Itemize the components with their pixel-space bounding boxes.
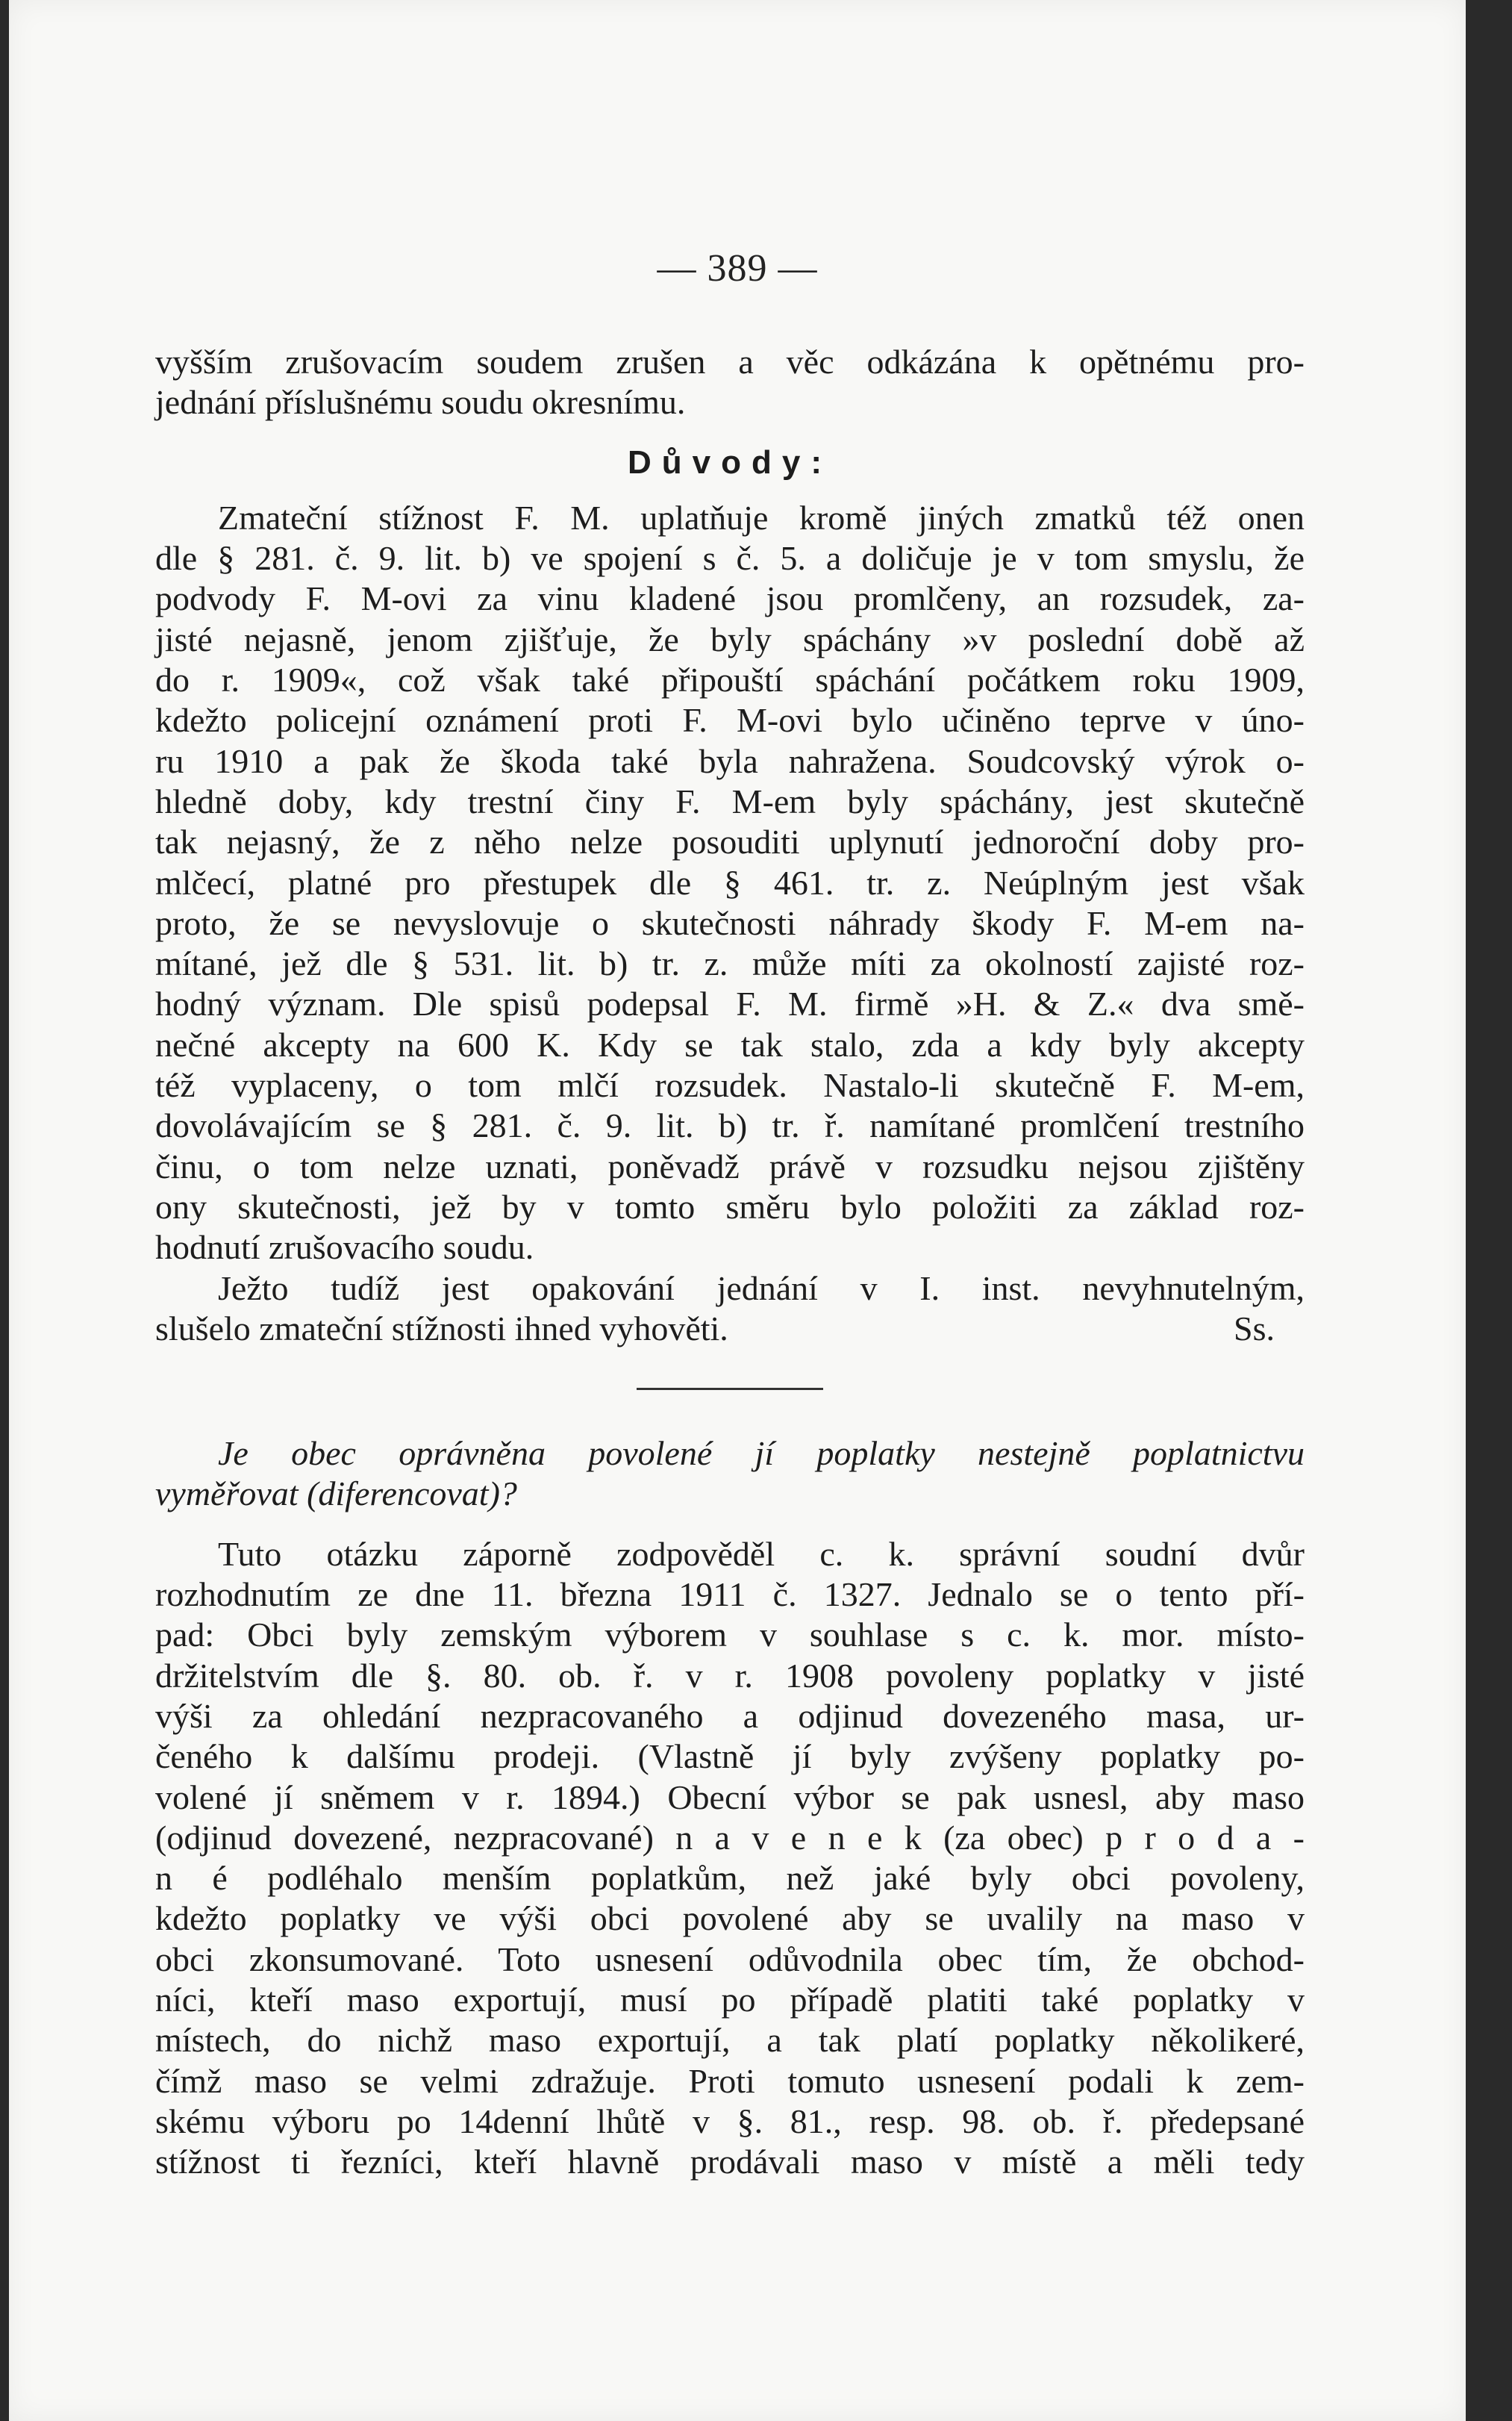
question-heading-line: Je obec oprávněna povolené jí poplatky nestejně poplatnictvu: [218, 1434, 1305, 1473]
text-line: (odjinud dovezené, nezpracované) n a v e n e k (za obec) p r o d a -: [155, 1818, 1305, 1857]
page-content: [155, 342, 1305, 2182]
text-line: pad: Obci byly zemským výborem v souhlase s c. k. mor. místo-: [155, 1615, 1305, 1654]
text-line: čeného k dalšímu prodeji. (Vlastně jí byly zvýšeny poplatky po-: [155, 1737, 1305, 1776]
text-line: Tuto otázku záporně zodpověděl c. k. správní soudní dvůr: [218, 1534, 1305, 1573]
text-line: hledně doby, kdy trestní činy F. M-em byly spáchány, jest skutečně: [155, 782, 1305, 820]
text-line: jednání příslušnému soudu okresnímu.: [155, 383, 686, 422]
text-line: dle § 281. č. 9. lit. b) ve spojení s č. 5. a doličuje je v tom smyslu, že: [155, 539, 1305, 578]
text-line: hodný význam. Dle spisů podepsal F. M. firmě »H. & Z.« dva smě-: [155, 985, 1305, 1023]
text-line: dovolávajícím se § 281. č. 9. lit. b) tr. ř. namítané promlčení trestního: [155, 1106, 1305, 1145]
text-line: činu, o tom nelze uznati, poněvadž právě v rozsudku nejsou zjištěny: [155, 1147, 1305, 1185]
question-heading-line: vyměřovat (diferencovat)?: [155, 1474, 517, 1513]
text-line: obci zkonsumované. Toto usnesení odůvodnila obec tím, že obchod-: [155, 1939, 1305, 1978]
text-line: ony skutečnosti, jež by v tomto směru bylo položiti za základ roz-: [155, 1187, 1305, 1226]
text-line: tak nejasný, že z něho nelze posouditi uplynutí jednoroční doby pro-: [155, 823, 1305, 861]
text-line: ru 1910 a pak že škoda také byla nahražena. Soudcovský výrok o-: [155, 741, 1305, 780]
text-line: n é podléhalo menším poplatkům, než jaké byly obci povoleny,: [155, 1859, 1305, 1898]
text-line: kdežto policejní oznámení proti F. M-ovi bylo učiněno teprve v úno-: [155, 701, 1305, 740]
text-line: skému výboru po 14denní lhůtě v §. 81., resp. 98. ob. ř. předepsané: [155, 2101, 1305, 2140]
text-line: Zmateční stížnost F. M. uplatňuje kromě jiných zmatků též onen: [218, 498, 1305, 537]
text-line: čímž maso se velmi zdražuje. Proti tomuto usnesení podali k zem-: [155, 2061, 1305, 2100]
text-line: mlčecí, platné pro přestupek dle § 461. tr. z. Neúplným jest však: [155, 863, 1305, 902]
text-line: podvody F. M-ovi za vinu kladené jsou promlčeny, an rozsudek, za-: [155, 579, 1305, 618]
text-line: stížnost ti řezníci, kteří hlavně prodávali maso v místě a měli tedy: [155, 2143, 1305, 2181]
section-divider: [637, 1388, 823, 1390]
signature: Ss.: [1234, 1309, 1275, 1347]
text-line: jisté nejasně, jenom zjišťuje, že byly spáchány »v poslední době až: [155, 620, 1305, 658]
text-line: též vyplaceny, o tom mlčí rozsudek. Nastalo-li skutečně F. M-em,: [155, 1066, 1305, 1105]
text-line: mítané, jež dle § 531. lit. b) tr. z. může míti za okolností zajisté roz-: [155, 944, 1305, 983]
text-line: do r. 1909«, což však také připouští spáchání počátkem roku 1909,: [155, 661, 1305, 699]
text-line: vyšším zrušovacím soudem zrušen a věc odkázána k opětnému pro-: [155, 343, 1305, 381]
text-line: nečné akcepty na 600 K. Kdy se tak stalo, zda a kdy byly akcepty: [155, 1025, 1305, 1064]
conclusion-signature-line: [155, 1309, 1305, 1349]
book-page: [9, 0, 1466, 2421]
text-line: rozhodnutím ze dne 11. března 1911 č. 1327. Jednalo se o tento pří-: [155, 1575, 1305, 1614]
text-line: slušelo zmateční stížnosti ihned vyhověti.: [155, 1309, 728, 1347]
text-line: místech, do nichž maso exportují, a tak platí poplatky několikeré,: [155, 2021, 1305, 2060]
text-line: kdežto poplatky ve výši obci povolené aby se uvalily na maso v: [155, 1899, 1305, 1938]
page-number: — 389 —: [657, 247, 818, 290]
section-heading: Důvody:: [628, 443, 832, 481]
text-line: proto, že se nevyslovuje o skutečnosti náhrady škody F. M-em na-: [155, 903, 1305, 942]
text-line: držitelstvím dle §. 80. ob. ř. v r. 1908 povoleny poplatky v jisté: [155, 1656, 1305, 1695]
text-line: Ježto tudíž jest opakování jednání v I. inst. nevyhnutelným,: [218, 1268, 1305, 1307]
text-line: níci, kteří maso exportují, musí po případě platiti také poplatky v: [155, 1980, 1305, 2019]
text-line: volené jí sněmem v r. 1894.) Obecní výbor se pak usnesl, aby maso: [155, 1777, 1305, 1816]
text-line: hodnutí zrušovacího soudu.: [155, 1228, 534, 1267]
text-line: výši za ohledání nezpracovaného a odjinud dovezeného masa, ur-: [155, 1696, 1305, 1735]
